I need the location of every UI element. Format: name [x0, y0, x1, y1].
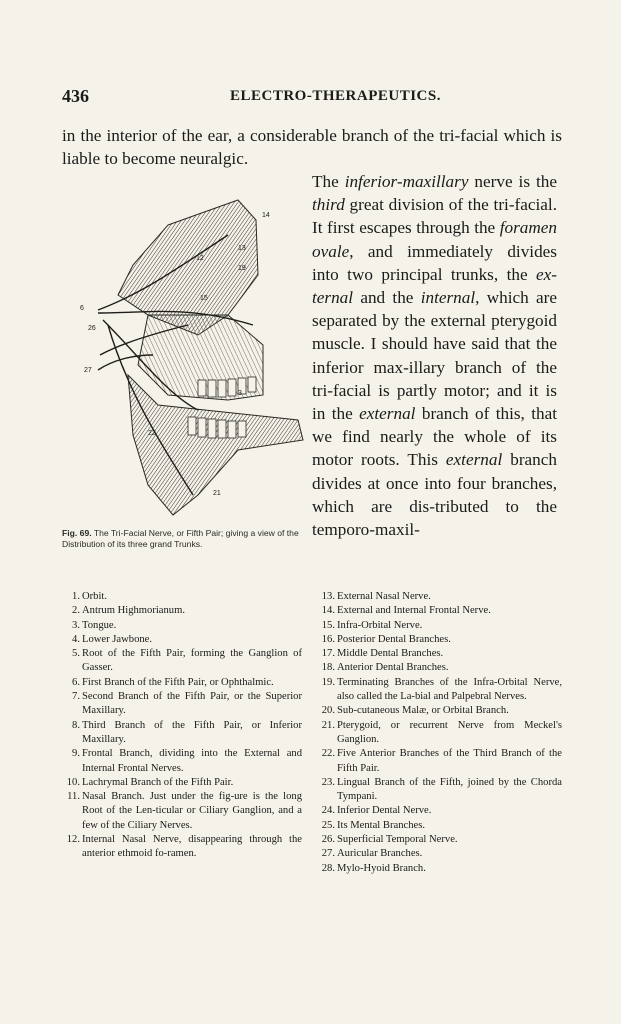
legend-item-text: Antrum Highmorianum.: [82, 605, 185, 617]
legend-item-number: 5.: [72, 648, 80, 660]
legend-left-column: [62, 590, 302, 862]
anatomical-figure: [78, 195, 310, 525]
emphasis-inferior-maxillary: inferior-maxillary: [344, 172, 469, 191]
body-text-run: branch divides at once into four branches, which are dis-tributed to the temporo-maxil-: [312, 450, 557, 540]
legend-item-text: Terminating Branches of the Infra-Orbital Nerve, also called the La-bial and Palpebral Nerves.: [337, 676, 562, 703]
legend-item-number: 25.: [321, 819, 335, 831]
legend-item-number: 24.: [321, 805, 335, 817]
legend-item-text: Frontal Branch, dividing into the External and Internal Frontal Nerves.: [82, 748, 302, 774]
trifacial-nerve-engraving: [78, 195, 310, 525]
emphasis-external: external: [359, 404, 416, 424]
legend-item-number: 21.: [321, 719, 335, 731]
legend-item-text: Posterior Dental Branches.: [337, 633, 451, 645]
figure-label: 6: [80, 305, 84, 312]
running-head: [62, 86, 562, 108]
legend-item-text: Lingual Branch of the Fifth, joined by the Chorda Tympani.: [337, 776, 562, 803]
legend-item-text: Second Branch of the Fifth Pair, or the Superior Maxillary.: [82, 691, 302, 717]
emphasis-external: external: [445, 450, 503, 470]
legend-item-text: Sub-cutaneous Malæ, or Orbital Branch.: [337, 705, 509, 717]
legend-item-number: 13.: [321, 591, 335, 602]
legend-item-text: External and Internal Frontal Nerve.: [337, 605, 491, 617]
legend-item: [62, 747, 302, 776]
body-text-run: nerve is the: [468, 172, 557, 191]
legend-item-text: Tongue.: [82, 619, 117, 631]
legend-item-number: 1.: [72, 591, 80, 602]
body-text-run: The: [312, 172, 345, 191]
legend-item: [62, 619, 302, 633]
legend-item-text: Orbit.: [82, 591, 108, 602]
body-text-run: , which are separated by the external pterygoid muscle. I should have said that the inferior max-illary branch of the tri-facial is partly motor; and it is in the: [312, 288, 557, 424]
legend-item: [62, 790, 302, 833]
intro-text: in the interior of the ear, a considerable branch of the tri-facial which is liable to become neuralgic.: [62, 126, 562, 168]
legend-item-number: 27.: [321, 848, 335, 860]
legend-item-number: 11.: [67, 791, 80, 803]
body-text-run: and the: [353, 288, 421, 308]
legend-item: [317, 747, 562, 776]
legend-item-number: 8.: [72, 719, 80, 731]
legend-item-text: Anterior Dental Branches.: [337, 662, 449, 674]
legend-item-text: Auricular Branches.: [337, 848, 423, 860]
emphasis-internal: internal: [420, 288, 476, 308]
legend-item: [62, 676, 302, 690]
legend-item: [317, 590, 562, 604]
legend-item: [62, 604, 302, 618]
legend-item-text: Internal Nasal Nerve, disappearing through the anterior ethmoid fo-ramen.: [82, 834, 302, 860]
legend-item-number: 16.: [321, 633, 335, 645]
legend-item-number: 28.: [321, 862, 335, 874]
legend-item-text: Lachrymal Branch of the Fifth Pair.: [82, 776, 234, 788]
legend-item-text: External Nasal Nerve.: [337, 591, 431, 602]
legend-item: [317, 604, 562, 618]
emphasis-foramen-ovale: foramen ovale: [312, 218, 557, 261]
legend-item-number: 18.: [321, 662, 335, 674]
figure-label: 15: [200, 295, 208, 302]
legend-item: [62, 633, 302, 647]
figure-label: 12: [196, 255, 204, 262]
figure-label: 3: [238, 390, 242, 397]
legend-item-number: 15.: [321, 619, 335, 631]
legend-item-number: 23.: [321, 776, 335, 788]
legend-item-number: 20.: [321, 705, 335, 717]
legend-item-text: Infra-Orbital Nerve.: [337, 619, 423, 631]
figure-label: 21: [213, 490, 221, 497]
legend-item: [317, 847, 562, 861]
legend-item-number: 3.: [72, 619, 80, 631]
legend-item-text: Inferior Dental Nerve.: [337, 805, 432, 817]
legend-item-text: Superficial Temporal Nerve.: [337, 834, 458, 846]
legend-item-text: Five Anterior Branches of the Third Branch of the Fifth Pair.: [337, 748, 562, 774]
legend-item: [317, 804, 562, 818]
legend-item-number: 22.: [321, 748, 335, 760]
legend-item: [317, 619, 562, 633]
figure-caption-text: The Tri-Facial Nerve, or Fifth Pair; giving a view of the Distribution of its three grand Trunks.: [62, 528, 299, 549]
legend-item: [317, 633, 562, 647]
legend-item: [317, 776, 562, 805]
figure-label: 19: [238, 265, 246, 272]
legend-item-number: 19.: [321, 676, 335, 688]
legend-item: [317, 647, 562, 661]
figure-label: 13: [238, 245, 246, 252]
legend-item-text: Lower Jawbone.: [82, 633, 153, 645]
body-text-run: , and immediately divides into two principal trunks, the: [312, 241, 557, 284]
figure-caption: [62, 528, 305, 550]
body-text-run: great division of the tri-facial. It first escapes through the: [312, 195, 557, 238]
legend-item-text: First Branch of the Fifth Pair, or Ophthalmic.: [82, 676, 274, 688]
legend-item: [317, 819, 562, 833]
legend-right-column: [317, 590, 562, 876]
running-title: ELECTRO-THERAPEUTICS.: [230, 88, 441, 104]
legend-item-text: Root of the Fifth Pair, forming the Ganglion of Gasser.: [82, 648, 302, 674]
figure-label: 27: [84, 367, 92, 374]
figure-label: 22: [148, 430, 156, 437]
legend-item-text: Third Branch of the Fifth Pair, or Inferior Maxillary.: [82, 719, 302, 745]
legend-item-number: 9.: [72, 748, 80, 760]
legend-item-number: 6.: [72, 676, 80, 688]
legend-item: [62, 590, 302, 604]
page-number: 436: [62, 86, 89, 106]
legend-item: [62, 719, 302, 748]
legend-item-number: 7.: [72, 691, 80, 703]
legend-item: [317, 862, 562, 876]
legend-item-text: Pterygoid, or recurrent Nerve from Meckel's Ganglion.: [337, 719, 562, 745]
legend-item-number: 10.: [66, 776, 80, 788]
legend-item: [317, 833, 562, 847]
legend-item-number: 12.: [66, 834, 80, 846]
legend-item-number: 17.: [321, 648, 335, 660]
body-paragraph: [312, 170, 557, 541]
legend-item-number: 26.: [321, 834, 335, 846]
legend-item-number: 2.: [72, 605, 80, 617]
figure-label: 14: [262, 212, 270, 219]
legend-item: [317, 719, 562, 748]
legend-item: [62, 833, 302, 862]
legend-item-number: 4.: [72, 633, 80, 645]
emphasis-third: third: [312, 195, 345, 215]
legend-item: [317, 676, 562, 705]
legend-item: [62, 690, 302, 719]
figure-number: Fig. 69.: [62, 528, 92, 538]
legend-item: [317, 704, 562, 718]
legend-item: [62, 647, 302, 676]
intro-paragraph: [62, 125, 562, 170]
legend-item-text: Middle Dental Branches.: [337, 648, 444, 660]
legend-item-text: Mylo-Hyoid Branch.: [337, 862, 426, 874]
figure-label: 26: [88, 325, 96, 332]
legend-item-number: 14.: [321, 605, 335, 617]
legend-item: [62, 776, 302, 790]
legend-item-text: Its Mental Branches.: [337, 819, 425, 831]
legend-item: [317, 661, 562, 675]
emphasis-external: ex-ternal: [312, 264, 557, 308]
legend-item-text: Nasal Branch. Just under the fig-ure is the long Root of the Len-ticular or Ciliary Ganglion, and a few of the Ciliary Nerves.: [82, 791, 302, 831]
body-text-run: branch of this, that we find nearly the whole of its motor roots. This: [312, 404, 557, 470]
